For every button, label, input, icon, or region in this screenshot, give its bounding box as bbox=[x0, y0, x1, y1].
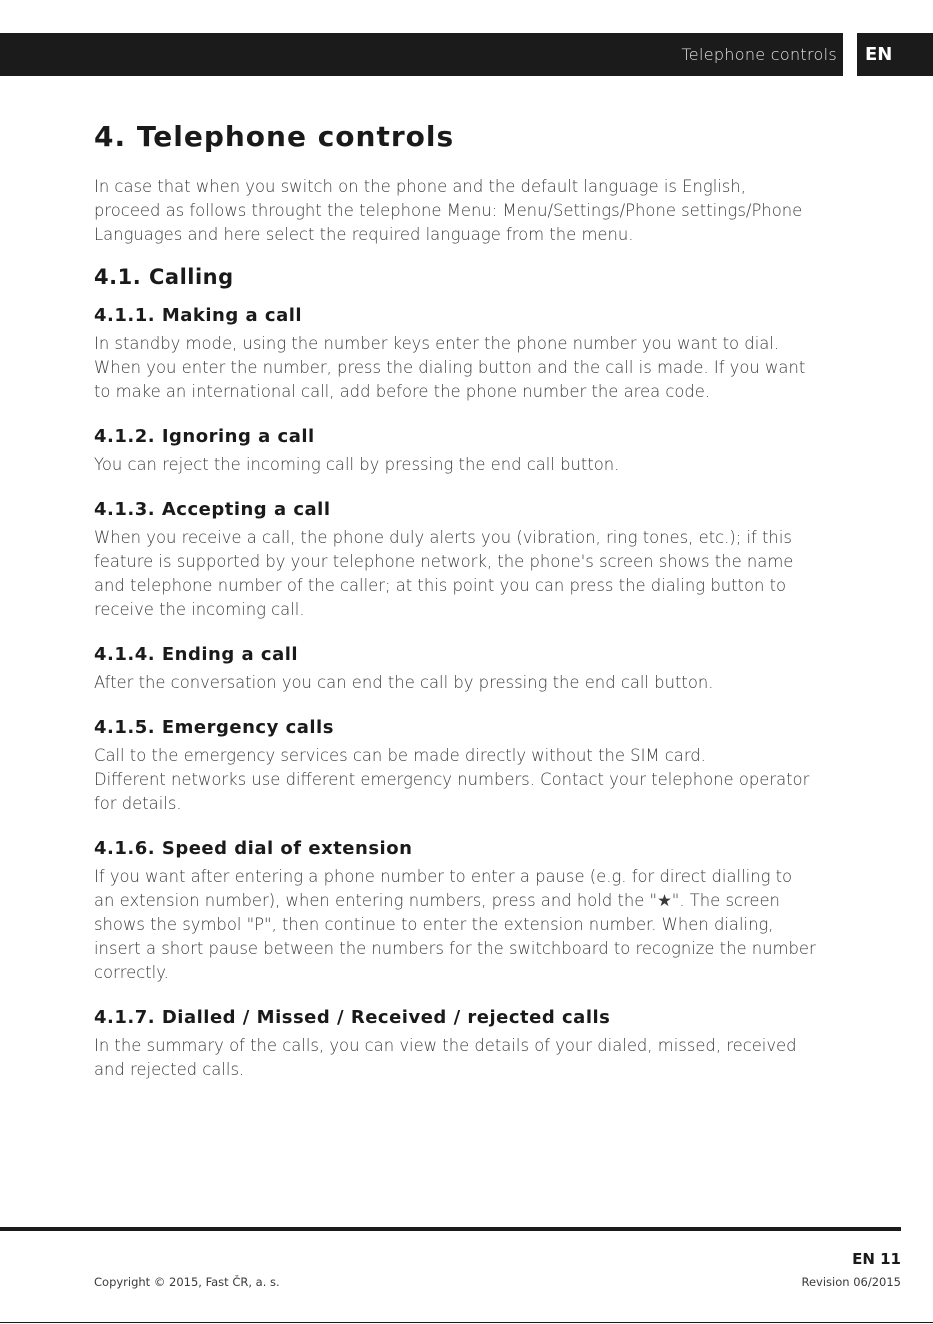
subsection-text-emergency-calls: Call to the emergency services can be made directly without the SIM card. Different networks use different emergency numbers. Contact your telephone operator for details. bbox=[94, 746, 810, 813]
main-content bbox=[94, 120, 854, 1082]
subsection-title-speed-dial: 4.1.6. Speed dial of extension bbox=[94, 838, 413, 859]
subsection-text-call-history: In the summary of the calls, you can view the details of your dialed, missed, received and rejected calls. bbox=[94, 1036, 797, 1079]
copyright-text: Copyright © 2015, Fast ČR, a. s. bbox=[94, 1275, 280, 1289]
subsection-text-ending-call: After the conversation you can end the call by pressing the end call button. bbox=[94, 673, 714, 692]
language-tab bbox=[857, 33, 933, 76]
subsection-title-call-history: 4.1.7. Dialled / Missed / Received / rejected calls bbox=[94, 1007, 611, 1028]
header-section-title: Telephone controls bbox=[681, 45, 837, 64]
subsection-text-speed-dial: If you want after entering a phone number to enter a pause (e.g. for direct dialling to an extension number), when entering numbers, press and hold the "★". The screen shows the symbol "P", then continue to enter the extension number. When dialing, insert a short pause between the numbers for the switchboard to recognize the number correctly. bbox=[94, 867, 816, 982]
revision-text: Revision 06/2015 bbox=[801, 1275, 901, 1289]
subsection-title-ending-call: 4.1.4. Ending a call bbox=[94, 644, 299, 665]
subsection-text-ignoring-call: You can reject the incoming call by pressing the end call button. bbox=[94, 455, 620, 474]
page-title: 4. Telephone controls bbox=[94, 120, 455, 153]
subsection-text-accepting-call: When you receive a call, the phone duly alerts you (vibration, ring tones, etc.); if this feature is supported by your telephone network, the phone's screen shows the name and telephone number of the caller; at this point you can press the dialing button to receive the incoming call. bbox=[94, 528, 794, 619]
language-label: EN bbox=[865, 44, 893, 65]
subsection-title-emergency-calls: 4.1.5. Emergency calls bbox=[94, 717, 334, 738]
subsection-title-accepting-call: 4.1.3. Accepting a call bbox=[94, 499, 331, 520]
footer-divider bbox=[0, 1227, 901, 1231]
intro-paragraph: In case that when you switch on the phone and the default language is English, proceed as follows throught the telephone Menu: Menu/Settings/Phone settings/Phone Languages and here select the required language from the menu. bbox=[94, 177, 803, 244]
section-title-calling: 4.1. Calling bbox=[94, 265, 234, 289]
header-bar bbox=[0, 33, 843, 76]
subsection-text-making-call: In standby mode, using the number keys enter the phone number you want to dial. When you enter the number, press the dialing button and the call is made. If you want to make an international call, add before the phone number the area code. bbox=[94, 334, 806, 401]
subsection-title-making-call: 4.1.1. Making a call bbox=[94, 305, 303, 326]
bottom-edge-line bbox=[0, 1322, 933, 1323]
page-number: EN 11 bbox=[852, 1250, 901, 1268]
subsection-title-ignoring-call: 4.1.2. Ignoring a call bbox=[94, 426, 315, 447]
